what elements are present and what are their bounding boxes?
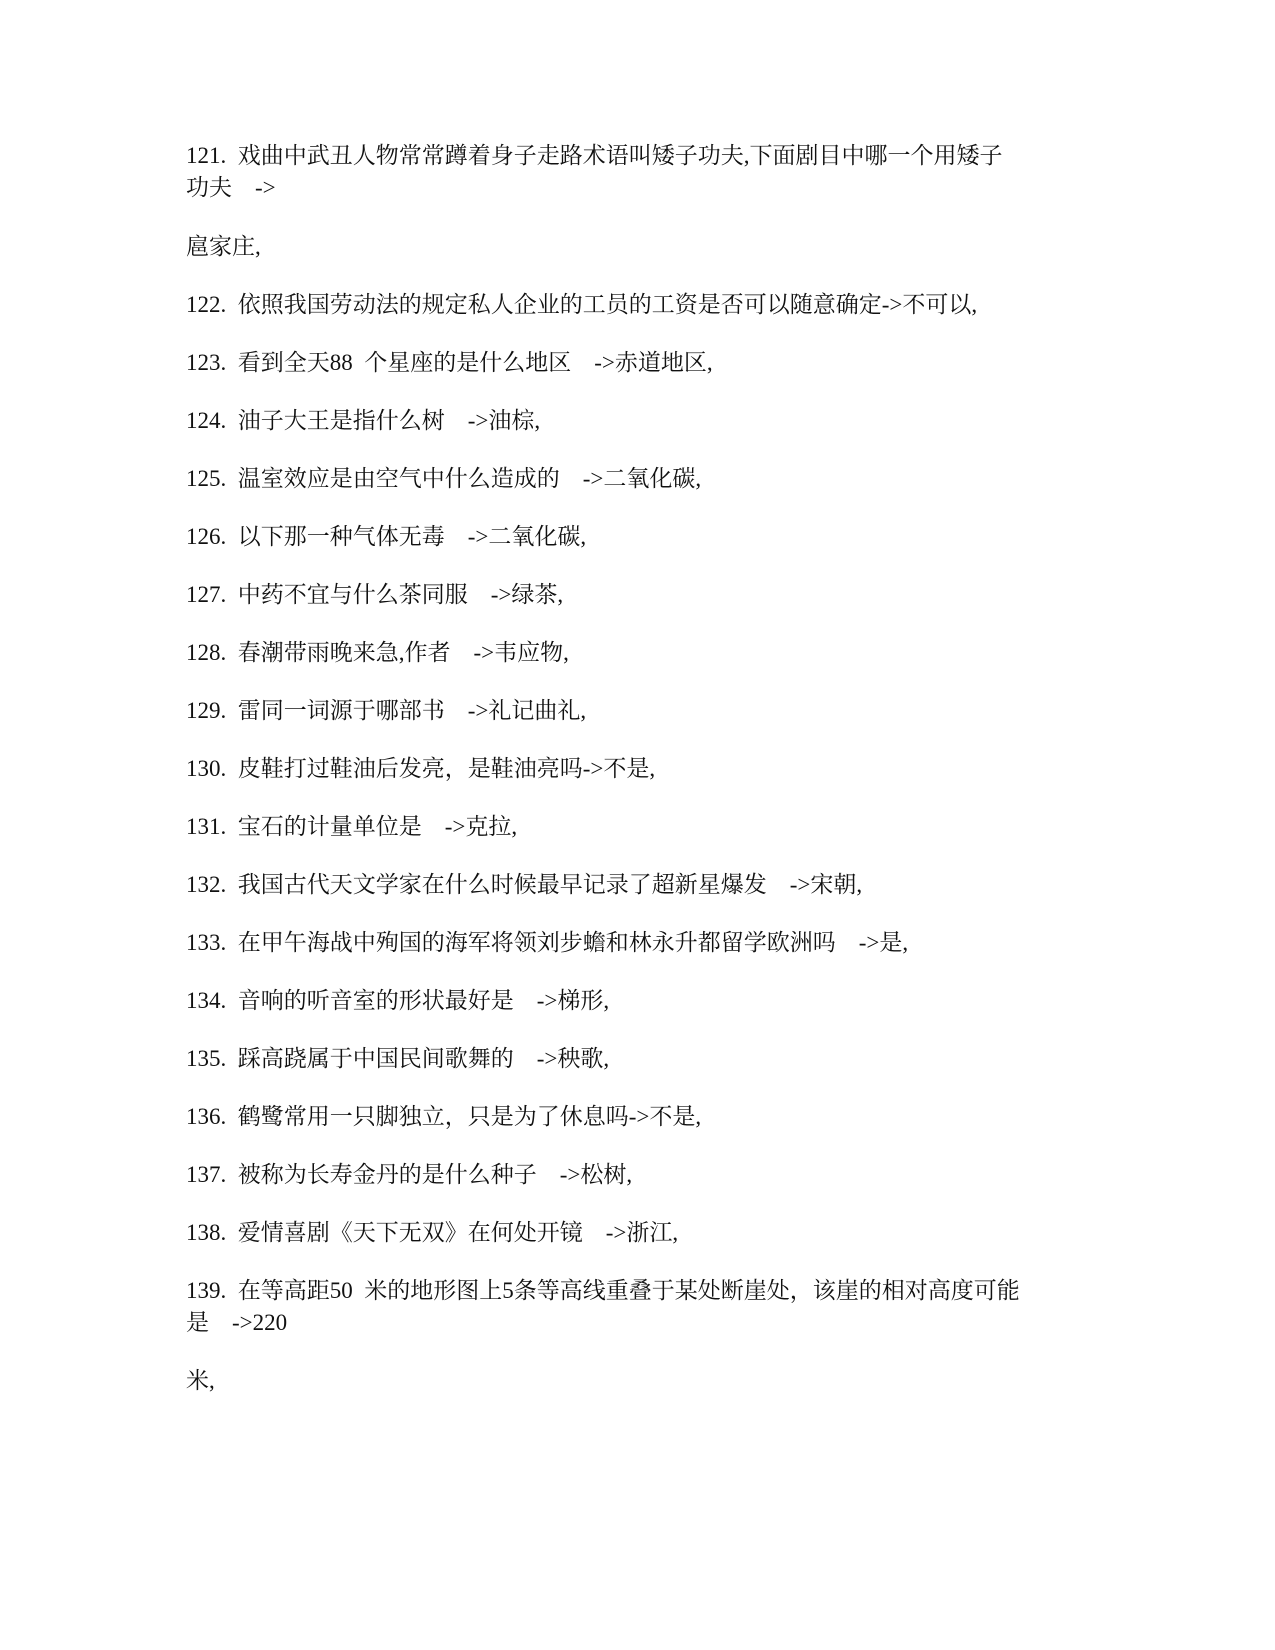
question-122: 122. 依照我国劳动法的规定私人企业的工员的工资是否可以随意确定->不可以, <box>186 292 978 317</box>
question-137: 137. 被称为长寿金丹的是什么种子 ->松树, <box>186 1162 633 1187</box>
question-123: 123. 看到全天88 个星座的是什么地区 ->赤道地区, <box>186 350 713 375</box>
question-130: 130. 皮鞋打过鞋油后发亮，是鞋油亮吗->不是, <box>186 756 656 781</box>
answer-139: 米, <box>186 1368 215 1393</box>
question-127: 127. 中药不宜与什么茶同服 ->绿茶, <box>186 582 564 607</box>
question-125: 125. 温室效应是由空气中什么造成的 ->二氧化碳, <box>186 466 702 491</box>
question-136: 136. 鹤鹭常用一只脚独立，只是为了休息吗->不是, <box>186 1104 702 1129</box>
question-139-line-2: 是 ->220 <box>186 1310 288 1335</box>
question-138: 138. 爱情喜剧《天下无双》在何处开镜 ->浙江, <box>186 1220 679 1245</box>
question-135: 135. 踩高跷属于中国民间歌舞的 ->秧歌, <box>186 1046 610 1071</box>
question-131: 131. 宝石的计量单位是 ->克拉, <box>186 814 518 839</box>
question-134: 134. 音响的听音室的形状最好是 ->梯形, <box>186 988 610 1013</box>
question-126: 126. 以下那一种气体无毒 ->二氧化碳, <box>186 524 587 549</box>
question-129: 129. 雷同一词源于哪部书 ->礼记曲礼, <box>186 698 587 723</box>
question-133: 133. 在甲午海战中殉国的海军将领刘步蟾和林永升都留学欧洲吗 ->是, <box>186 930 909 955</box>
question-121-line-2: 功夫 -> <box>186 175 276 200</box>
question-132: 132. 我国古代天文学家在什么时候最早记录了超新星爆发 ->宋朝, <box>186 872 863 897</box>
question-121-line-1: 121. 戏曲中武丑人物常常蹲着身子走路术语叫矮子功夫,下面剧目中哪一个用矮子 <box>186 143 1003 168</box>
question-124: 124. 油子大王是指什么树 ->油棕, <box>186 408 541 433</box>
question-128: 128. 春潮带雨晚来急,作者 ->韦应物, <box>186 640 569 665</box>
question-139-line-1: 139. 在等高距50 米的地形图上5条等高线重叠于某处断崖处，该崖的相对高度可能 <box>186 1278 1020 1303</box>
answer-121: 扈家庄, <box>186 234 261 259</box>
